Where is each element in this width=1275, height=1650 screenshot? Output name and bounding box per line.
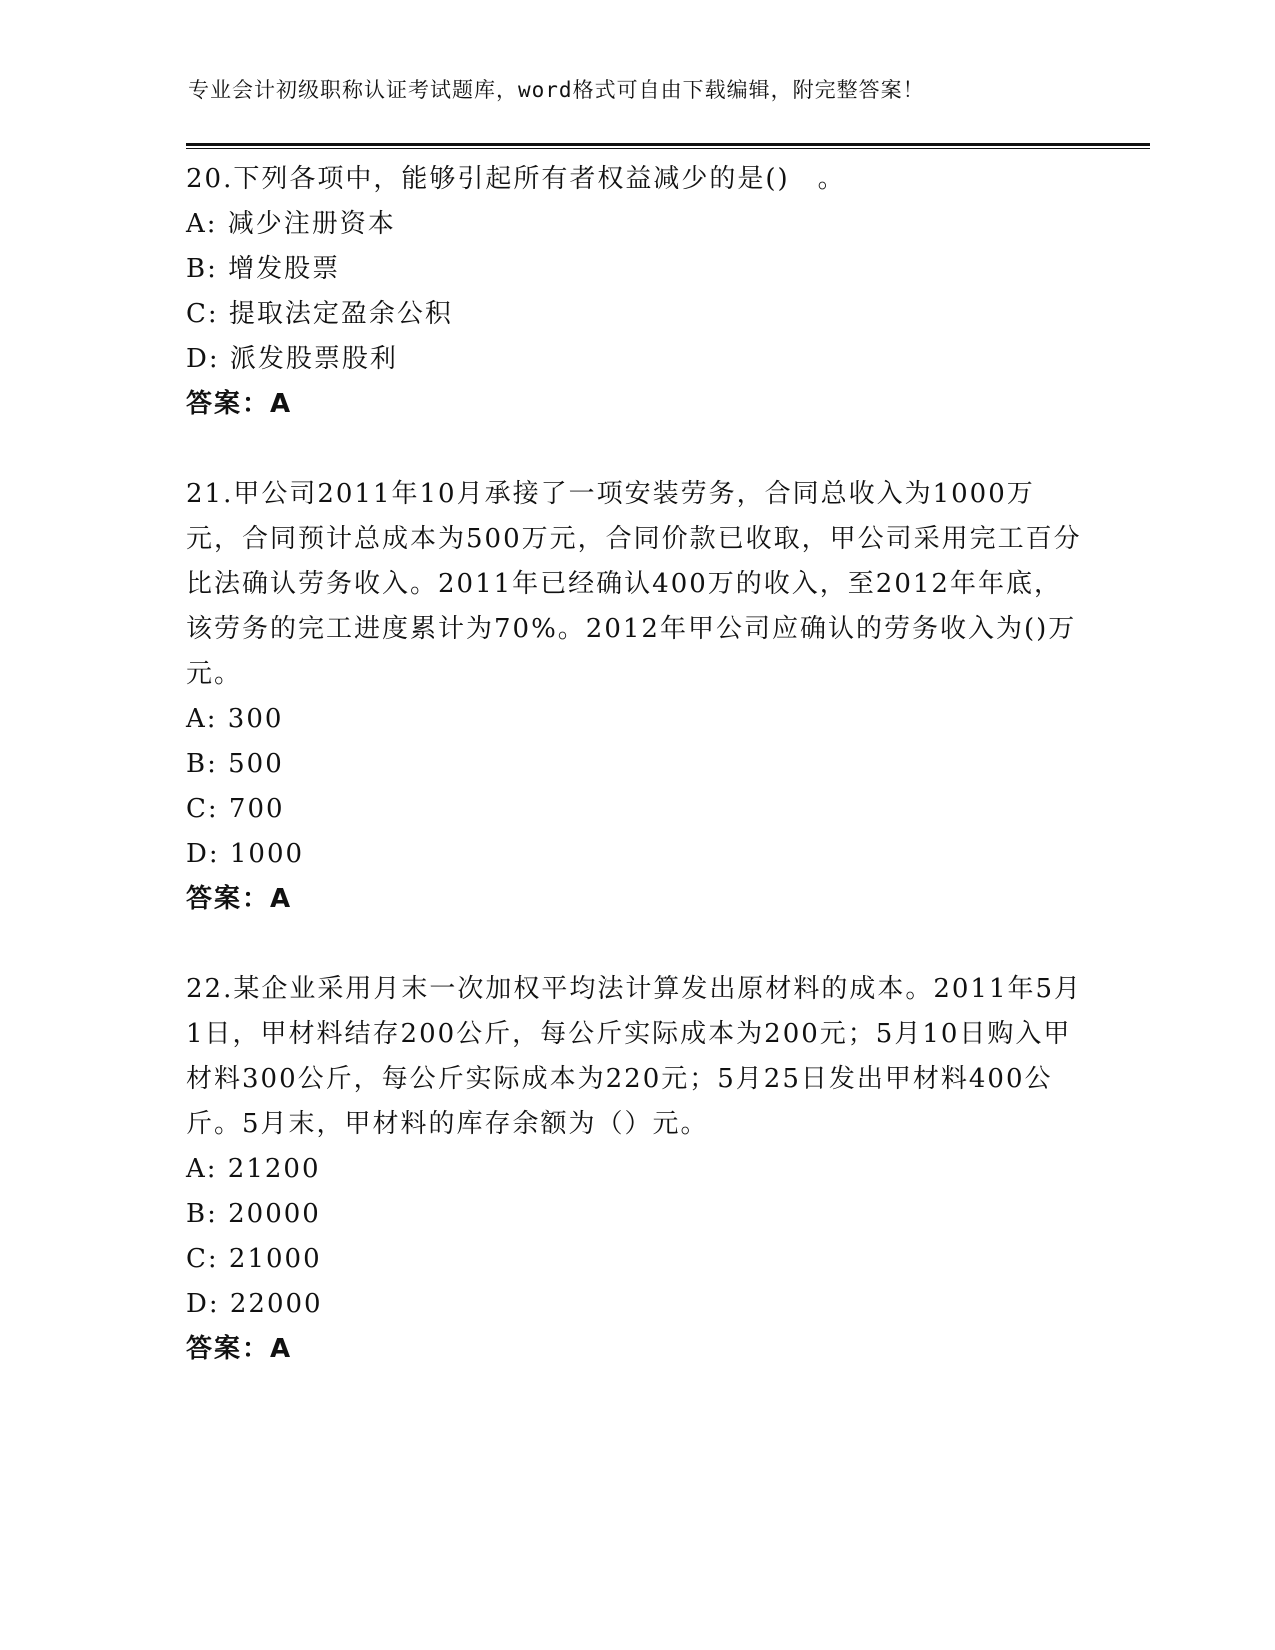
option-c: C: 提取法定盈余公积 — [186, 299, 453, 329]
header-divider — [186, 143, 1150, 149]
answer-line: 答案：A — [186, 389, 293, 419]
option-b: B: 20000 — [186, 1199, 321, 1229]
option-b: B: 500 — [186, 749, 284, 779]
answer-line: 答案：A — [186, 884, 293, 914]
option-c: C: 700 — [186, 794, 285, 824]
option-b: B: 增发股票 — [186, 254, 341, 284]
answer-line: 答案：A — [186, 1334, 293, 1364]
question-stem: 22.某企业采用月末一次加权平均法计算发出原材料的成本。2011年5月1日，甲材料结存200公斤，每公斤实际成本为200元；5月10日购入甲材料300公斤，每公斤实际成本为220元；5月25日发出甲材料400公斤。5月末，甲材料的库存余额为（）元。 — [186, 974, 1083, 1139]
option-c: C: 21000 — [186, 1244, 322, 1274]
question-list — [186, 157, 1086, 1372]
question-20 — [186, 157, 1086, 427]
option-d: D: 22000 — [186, 1289, 323, 1319]
question-21 — [186, 472, 1086, 922]
option-a: A: 减少注册资本 — [186, 209, 396, 239]
option-a: A: 21200 — [186, 1154, 321, 1184]
question-spacer — [186, 922, 1086, 967]
option-a: A: 300 — [186, 704, 284, 734]
question-spacer — [186, 427, 1086, 472]
question-stem: 20.下列各项中，能够引起所有者权益减少的是() 。 — [186, 164, 846, 194]
question-22 — [186, 967, 1086, 1372]
question-stem: 21.甲公司2011年10月承接了一项安装劳务，合同总收入为1000万元，合同预计总成本为500万元，合同价款已收取，甲公司采用完工百分比法确认劳务收入。2011年已经确认400万的收入，至2012年年底，该劳务的完工进度累计为70%。2012年甲公司应确认的劳务收入为()万元。 — [186, 479, 1082, 689]
page-header: 专业会计初级职称认证考试题库，word格式可自由下载编辑，附完整答案！ — [188, 78, 925, 102]
option-d: D: 1000 — [186, 839, 305, 869]
option-d: D: 派发股票股利 — [186, 344, 398, 374]
